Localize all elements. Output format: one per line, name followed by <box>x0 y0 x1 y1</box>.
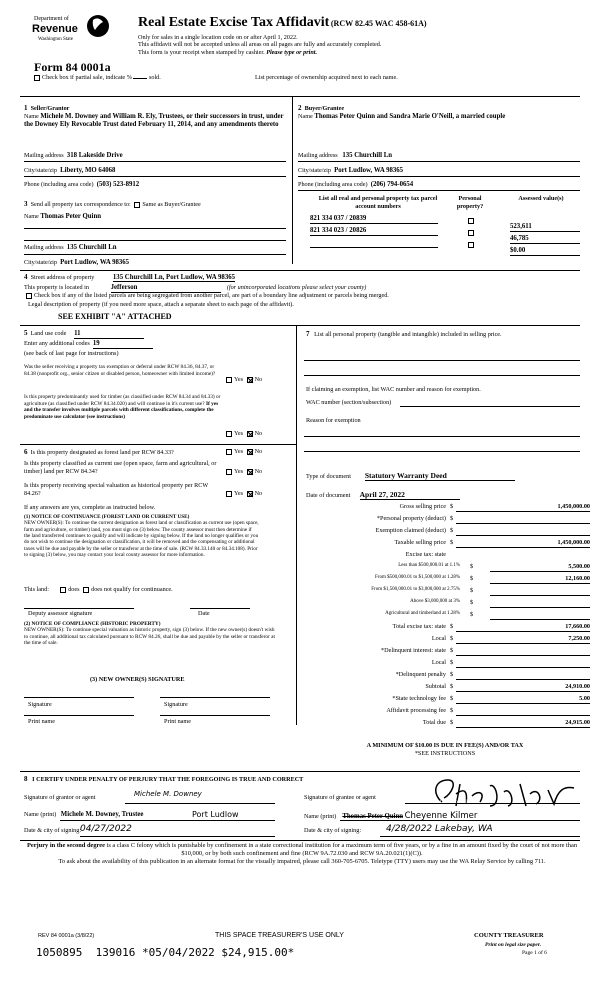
grantor-date[interactable]: 04/27/2022 <box>80 824 132 834</box>
total-excise-local[interactable]: 7,250.00 <box>456 635 590 644</box>
grantee-date-row: Date & city of signing: 4/28/2022 Lakebay, WA <box>304 824 493 834</box>
grantor-date-row: Date & city of signing: 04/27/2022 <box>24 824 132 834</box>
grantor-name-row: Name (print) Michele M. Downey, Trustee Port Ludlow <box>24 810 239 819</box>
total-row: Total excise tax: state $ 17,660.00 <box>392 623 590 630</box>
partial-sale-checkbox[interactable] <box>34 75 40 81</box>
grantee-name[interactable]: Cheyenne Kilmer <box>404 811 478 821</box>
header-note-1: Only for sales in a single location code on or after April 1, 2022. <box>138 33 298 41</box>
property-county[interactable]: Jefferson <box>111 284 221 293</box>
grantor-city-hand[interactable]: Port Ludlow <box>192 810 239 819</box>
land-use-code[interactable]: 11 <box>74 330 144 339</box>
correspondence-name[interactable]: Thomas Peter Quinn <box>40 212 102 220</box>
total-row: Affidavit processing fee $ <box>300 707 590 716</box>
total-row: Total due $ 24,915.00 <box>422 719 590 726</box>
assessed-value[interactable]: 523,611 <box>510 223 580 232</box>
segregated-row: Check box if any of the listed parcels are being segregated from another parcel, are part of a boundary line adjustment or parcels being merged. <box>24 292 580 300</box>
seller-city[interactable]: Liberty, MO 64068 <box>60 167 116 174</box>
buyer-city[interactable]: Port Ludlow, WA 98365 <box>334 167 404 174</box>
parcel-row <box>306 227 586 242</box>
parcel-number[interactable]: 821 334 037 / 20839 <box>310 215 438 224</box>
additional-codes[interactable]: 19 <box>93 340 153 349</box>
total-row: *Delinquent penalty $ <box>300 671 590 680</box>
seller-mailing[interactable]: 318 Lakeside Drive <box>66 152 123 159</box>
seller-phone-row: Phone (including area code) (503) 523-8912 <box>24 181 140 188</box>
personal-property-checkbox[interactable] <box>468 242 474 248</box>
treasurer-use-label: THIS SPACE TREASURER'S USE ONLY <box>215 932 344 939</box>
new-owner-sig-heading: (3) NEW OWNER(S) SIGNATURE <box>90 676 185 683</box>
document-date-row: Date of document April 27, 2022 <box>306 490 576 500</box>
correspondence-mailing-row: Mailing address 135 Churchill Ln <box>24 244 117 251</box>
total-row: Subtotal $ 24,910.00 <box>425 683 590 690</box>
parcel-col-header: List all real and personal property tax parcel account numbers <box>318 195 438 210</box>
bracket-row: Agricultural and timberland at 1.28% $ <box>300 611 590 620</box>
calc-row: Exemption claimed (deduct) $ <box>300 527 590 536</box>
buyer-mailing[interactable]: 135 Churchill Ln <box>342 152 393 159</box>
additional-codes-row: Enter any additional codes 19 <box>24 340 153 349</box>
technology-fee[interactable]: 5.00 <box>456 695 590 704</box>
if-yes-note: If any answers are yes, complete as instructed below. <box>24 504 156 511</box>
excise-state-label: Excise tax: state <box>405 551 446 558</box>
buyer-mailing-row: Mailing address 135 Churchill Ln <box>298 152 393 159</box>
calc-row: Taxable selling price $ 1,450,000.00 <box>394 539 590 546</box>
grantee-signature-row: Signature of grantee or agent <box>304 794 376 801</box>
forest-no-checkbox[interactable] <box>247 449 253 455</box>
grantor-signature-row: Signature of grantor or agent Michele M. Downey <box>24 790 202 801</box>
grantee-name-struck[interactable]: Thomas Peter Quinn <box>342 813 404 820</box>
correspondence-city[interactable]: Port Ludlow, WA 98365 <box>60 259 130 266</box>
owner-signature-label: Signature <box>164 701 188 708</box>
legal-exhibit[interactable]: SEE EXHIBIT "A" ATTACHED <box>58 312 172 321</box>
segregated-checkbox[interactable] <box>26 293 32 299</box>
total-row: Local $ <box>300 659 590 668</box>
receipt-stamp: 1050895 139016 *05/04/2022 $24,915.00* <box>36 946 295 959</box>
owner-signature-label: Signature <box>28 701 52 708</box>
ownership-note: List percentage of ownership acquired next to each name. <box>255 74 398 81</box>
personal-property-label: 7 List all personal property (tangible and intangible) included in selling price. <box>306 330 502 338</box>
partial-sale-label: Check box if partial sale, indicate % <box>42 74 132 81</box>
personal-property-checkbox[interactable] <box>468 218 474 224</box>
deputy-date-label: Date <box>198 610 210 617</box>
timber-question: Is this property predominantly used for timber (as classified under RCW 84.34 and 84.33) or agriculture (as classified under RCW 84.34.020) and will continue in it's current use? If yes and the transfer involves multiple parcels with different classifications, complete the predominate use calculator (see instructions) Yes No <box>24 394 263 437</box>
calc-row: Gross selling price $ 1,450,000.00 <box>399 503 590 510</box>
same-as-buyer-label: Same as Buyer/Grantee <box>142 201 201 208</box>
taxable-selling-price[interactable]: 1,450,000.00 <box>456 539 590 548</box>
see-back-label: (see back of last page for instructions) <box>24 350 119 357</box>
bracket-row: From $1,500,000.01 to $3,000,000 at 2.75% $ <box>300 587 590 596</box>
perjury-notice: Perjury in the second degree is a class C felony which is punishable by confinement in a state correctional institution for a maximum term of five years, or by a fine in an amount fixed by the court of not more than $10,000, or by both such confinement and fine (RCW 9A.72.030 and RCW 9A.20.021(1)(C)). To ask about the availability of this publication in an alternate format for the visually impaired, please call 360-705-6705. Teletype (TTY) users may use the WA Relay Service by calling 711. <box>26 842 578 865</box>
buyer-name[interactable]: Thomas Peter Quinn and Sandra Marie O'Neill, a married couple <box>314 112 506 120</box>
owner-print-name-label: Print name <box>164 718 191 725</box>
property-street[interactable]: 135 Churchill Ln, Port Ludlow, WA 98365 <box>112 274 236 281</box>
forest-q1: 6 Is this property designated as forest land per RCW 84.33? Yes No <box>24 448 263 456</box>
personal-col-header: Personal property? <box>456 195 484 210</box>
form-title: Real Estate Excise Tax Affidavit <box>138 15 330 30</box>
parcel-row <box>306 239 586 254</box>
assessed-value[interactable]: $0.00 <box>510 247 580 256</box>
buyer-city-row: City/state/zip Port Ludlow, WA 98365 <box>298 167 404 174</box>
property-street-row: 4 Street address of property 135 Churchill Ln, Port Ludlow, WA 98365 <box>24 273 236 281</box>
partial-sale-row <box>32 74 161 82</box>
tax-correspondence: 3 Send all property tax correspondence to: Same as Buyer/Grantee Name Thomas Peter Quinn <box>24 200 201 220</box>
parcel-number[interactable] <box>310 239 438 248</box>
total-row: Local $ 7,250.00 <box>431 635 590 642</box>
owner-print-name-label: Print name <box>28 718 55 725</box>
current-use-no-checkbox[interactable] <box>247 469 253 475</box>
document-type-row: Type of document Statutory Warranty Deed <box>306 471 576 481</box>
grantee-signature[interactable]: Cheyenne Kilmer <box>440 800 476 805</box>
dept-line2: Revenue <box>32 23 78 35</box>
bracket-row: From $500,000.01 to $1,500,000 at 1.28% $ 12,160.00 <box>375 575 590 582</box>
see-instructions-note: *SEE INSTRUCTIONS <box>414 750 476 757</box>
grantor-signature[interactable]: Michele M. Downey <box>134 790 202 798</box>
grantor-name[interactable]: Michele M. Downey, Trustee <box>60 811 144 818</box>
forest-q3: Is this property receiving special valuation as historical property per RCW 84.26? Yes No <box>24 482 263 497</box>
correspondence-mailing[interactable]: 135 Churchill Ln <box>66 244 117 251</box>
notice-compliance: (2) NOTICE OF COMPLIANCE (HISTORIC PROPERTY) NEW OWNER(S): To continue special valuation as historic property, sign (3) below. If the new owner(s) doesn't wish to continue, all additional tax calculated pursuant to RCW 84.26, shall be due and payable by the seller or transferor at the time of sale. <box>24 621 275 647</box>
does-checkbox[interactable] <box>60 587 66 593</box>
assessed-col-header: Assessed value(s) <box>518 195 564 202</box>
form-title-ref: (RCW 82.45 WAC 458-61A) <box>330 19 427 28</box>
seller-section: 1 Seller/Grantor Name Michele M. Downey and William R. Ely, Trustees, or their successors in trust, under the Downey Ely Revocable Trust dated February 11, 2014, and any amendments thereto <box>24 104 286 130</box>
timber-no-checkbox[interactable] <box>247 431 253 437</box>
legal-paper-note: Print on legal size paper. <box>485 942 542 948</box>
property-county-row: This property is located in Jefferson (for unincorporated locations please select your county) <box>24 284 580 293</box>
buyer-phone[interactable]: (206) 794-0654 <box>370 181 414 188</box>
wa-logo-icon <box>86 14 110 38</box>
this-land-row: This land: does does not qualify for continuance. <box>24 586 173 593</box>
county-treasurer-label: COUNTY TREASURER <box>474 932 544 939</box>
header-note-3: This form is your receipt when stamped by cashier. Please type or print. <box>138 49 318 56</box>
subtotal[interactable]: 24,910.00 <box>456 683 590 692</box>
parcel-number[interactable]: 821 334 023 / 20826 <box>310 227 438 236</box>
minimum-note: A MINIMUM OF $10.00 IS DUE IN FEE(S) AND/OR TAX <box>366 742 524 749</box>
buyer-section: 2 Buyer/Grantee Name Thomas Peter Quinn and Sandra Marie O'Neill, a married couple <box>298 104 588 121</box>
buyer-heading: Buyer/Grantee <box>304 105 345 112</box>
seller-phone[interactable]: (503) 523-8912 <box>96 181 140 188</box>
exemption-label: If claiming an exemption, list WAC number and reason for exemption. <box>306 386 481 393</box>
sold-label: sold. <box>148 74 161 81</box>
exemption-no-checkbox[interactable] <box>247 377 253 383</box>
land-use-code-row: 5 Land use code 11 <box>24 329 144 339</box>
legal-description-label: Legal description of property (if you need more space, attach a separate sheet to each page of the affidavit). <box>28 301 294 308</box>
parcel-table <box>306 195 586 254</box>
same-as-buyer-checkbox[interactable] <box>134 202 140 208</box>
bracket-row: Above $3,000,000 at 3% $ <box>300 599 590 608</box>
deputy-assessor-label: Deputy assessor signature <box>28 610 93 617</box>
certify-heading: 8 I CERTIFY UNDER PENALTY OF PERJURY THAT THE FOREGOING IS TRUE AND CORRECT <box>24 775 304 783</box>
forest-q2: Is this property classified as current use (open space, farm and agricultural, or timber) land per RCW 84.34? Yes No <box>24 460 263 475</box>
historic-no-checkbox[interactable] <box>247 491 253 497</box>
does-not-checkbox[interactable] <box>83 587 89 593</box>
seller-city-row: City/state/zip Liberty, MO 64068 <box>24 167 116 174</box>
assessed-value[interactable]: 46,785 <box>510 235 580 244</box>
document-date[interactable]: April 27, 2022 <box>360 490 460 500</box>
dor-logo <box>28 14 113 56</box>
form-number: Form 84 0001a <box>34 60 111 74</box>
reason-label: Reason for exemption <box>306 417 361 424</box>
grantee-name-row: Name (print) Thomas Peter Quinn Cheyenne Kilmer <box>304 811 478 821</box>
correspondence-city-row: City/state/zip Port Ludlow, WA 98365 <box>24 259 130 266</box>
bracket-row: Less than $500,000.01 at 1.1% $ 5,500.00 <box>398 563 590 570</box>
total-row: *Delinquent interest: state $ <box>300 647 590 656</box>
header-note-2: This affidavit will not be accepted unless all areas on all pages are fully and accurately completed. <box>138 41 382 49</box>
seller-name-row: Name Michele M. Downey and William R. Ely, Trustees, or their successors in trust, under the Downey Ely Revocable Trust dated February 11, 2014, and any amendments thereto <box>24 112 284 129</box>
grantee-date[interactable]: 4/28/2022 Lakebay, WA <box>386 824 493 834</box>
notice-continuance: (1) NOTICE OF CONTINUANCE (FOREST LAND OR CURRENT USE) NEW OWNER(S): To continue the current designation as forest land or classification as current use (open space, farm and agriculture, or timber) land, you must sign on (3) below. The county assessor must then determine if the land transferred continues to qualify and will indicate by signing below. If the land no longer qualifies or you do not wish to continue the designation or classification, it will be removed and the compensating or additional taxes will be due and payable by the seller or transferor at the time of sale. (RCW 84.33.140 or 84.34.108). Prior to signing (3) below, you may contact your local county assessor for more information. <box>24 514 259 559</box>
total-row: *State technology fee $ 5.00 <box>392 695 590 702</box>
buyer-phone-row: Phone (including area code) (206) 794-0654 <box>298 181 414 188</box>
exemption-question: Was the seller receiving a property tax exemption or deferral under RCW 84.36, 84.37, or 84.38 (nonprofit org., senior citizen or disabled person, homeowner with limited income)? Yes No <box>24 364 263 383</box>
page-number: Page 1 of 6 <box>522 950 547 956</box>
personal-property-checkbox[interactable] <box>468 230 474 236</box>
seller-heading: Seller/Grantor <box>30 105 70 112</box>
total-due[interactable]: 24,915.00 <box>456 719 590 728</box>
parcel-row <box>306 215 586 230</box>
gross-selling-price[interactable]: 1,450,000.00 <box>456 503 590 512</box>
title-block <box>138 14 598 57</box>
dept-line1: Department of <box>34 16 69 22</box>
calc-row: *Personal property (deduct) $ <box>300 515 590 524</box>
document-type[interactable]: Statutory Warranty Deed <box>365 471 515 481</box>
rev-label: REV 84 0001a (3/8/22) <box>38 933 95 939</box>
seller-name[interactable]: Michele M. Downey and William R. Ely, Trustees, or their successors in trust, under the Downey Ely Revocable Trust dated February 11, 2014, and any amendments thereto <box>24 112 284 129</box>
wac-number-label: WAC number (section/subsection) <box>306 399 392 406</box>
total-excise-state[interactable]: 17,660.00 <box>456 623 590 632</box>
buyer-name-row: Name Thomas Peter Quinn and Sandra Marie O'Neill, a married couple <box>298 112 506 120</box>
seller-mailing-row: Mailing address 318 Lakeside Drive <box>24 152 123 159</box>
dept-line3: Washington State <box>38 37 74 42</box>
